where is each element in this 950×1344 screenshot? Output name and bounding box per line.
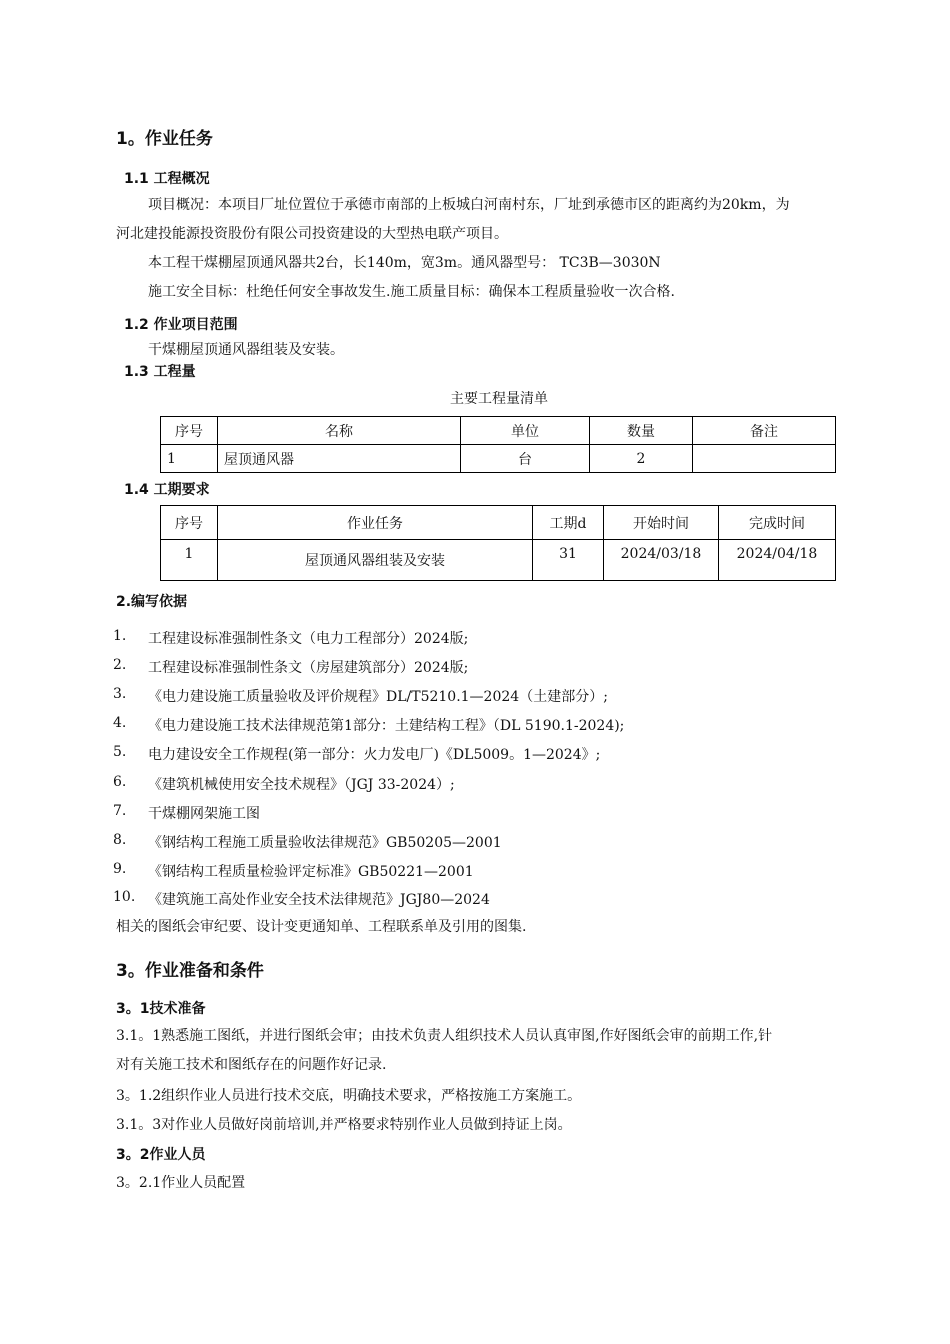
section-3-1-title: 3。1技术准备 <box>116 1001 206 1017</box>
list-item-number: 2. <box>113 657 127 673</box>
schedule-table <box>160 505 836 581</box>
list-item-number: 8. <box>113 832 127 848</box>
table-header-row <box>161 506 836 540</box>
header-cell: 序号 <box>161 417 218 445</box>
table-cell <box>693 445 836 473</box>
list-item-number: 6. <box>113 774 127 790</box>
header-cell: 作业任务 <box>218 506 533 540</box>
table-cell: 1 <box>161 445 218 473</box>
list-item-text: 《建筑施工高处作业安全技术法律规范》JGJ80—2024 <box>148 892 490 908</box>
header-cell: 名称 <box>218 417 461 445</box>
section-1-title: 1。作业任务 <box>116 129 213 149</box>
header-cell: 单位 <box>461 417 590 445</box>
overview-line-1: 项目概况：本项目厂址位置位于承德市南部的上板城白河南村东，厂址到承德市区的距离约为20km，为 <box>148 197 790 213</box>
list-item-number: 4. <box>113 715 127 731</box>
scope-text: 干煤棚屋顶通风器组装及安装。 <box>148 342 344 358</box>
section-1-3-title: 1.3 工程量 <box>124 364 196 380</box>
tech-prep-line-2: 对有关施工技术和图纸存在的问题作好记录. <box>116 1057 387 1073</box>
list-item-text: 《电力建设施工技术法律规范第1部分：土建结构工程》（DL 5190.1-2024); <box>148 718 625 734</box>
ventilator-spec: 本工程干煤棚屋顶通风器共2台，长140m，宽3m。通风器型号： TC3B—3030N <box>148 255 661 271</box>
list-item-text: 干煤棚网架施工图 <box>148 806 260 822</box>
header-cell: 数量 <box>590 417 693 445</box>
list-item-text: 《钢结构工程施工质量验收法律规范》GB50205—2001 <box>148 835 502 851</box>
staffing-item-1: 3。2.1作业人员配置 <box>116 1175 246 1191</box>
table-cell: 1 <box>161 540 218 581</box>
tech-prep-item-2: 3。1.2组织作业人员进行技术交底，明确技术要求，严格按施工方案施工。 <box>116 1088 582 1104</box>
section-3-2-title: 3。2作业人员 <box>116 1147 206 1163</box>
list-item-number: 10. <box>113 889 136 905</box>
list-item-text: 电力建设安全工作规程(第一部分：火力发电厂)《DL5009。1—2024》; <box>148 747 601 763</box>
section-3-title: 3。作业准备和条件 <box>116 961 264 981</box>
list-item-text: 《电力建设施工质量验收及评价规程》DL/T5210.1—2024（土建部分）; <box>148 689 608 705</box>
header-cell: 工期d <box>533 506 604 540</box>
list-item-text: 《钢结构工程质量检验评定标准》GB50221—2001 <box>148 864 474 880</box>
table-row <box>161 445 836 473</box>
overview-line-2: 河北建投能源投资股份有限公司投资建设的大型热电联产项目。 <box>116 226 508 242</box>
table-header-row <box>161 417 836 445</box>
table-cell: 屋顶通风器 <box>218 445 461 473</box>
table-cell: 2024/03/18 <box>604 540 719 581</box>
list-item-text: 《建筑机械使用安全技术规程》（JGJ 33-2024）; <box>148 777 455 793</box>
list-item-text: 工程建设标准强制性条文（房屋建筑部分）2024版; <box>148 660 469 676</box>
quantity-table-caption: 主要工程量清单 <box>450 391 548 407</box>
quantity-table <box>160 416 836 473</box>
list-item-text: 工程建设标准强制性条文（电力工程部分）2024版; <box>148 631 469 647</box>
section-1-2-title: 1.2 作业项目范围 <box>124 317 238 333</box>
tech-prep-line-1: 3.1。1熟悉施工图纸，并进行图纸会审；由技术负责人组织技术人员认真审图,作好图纸会审的前期工作,针 <box>116 1028 773 1044</box>
header-cell: 序号 <box>161 506 218 540</box>
list-item-number: 5. <box>113 744 127 760</box>
references-footer: 相关的图纸会审纪要、设计变更通知单、工程联系单及引用的图集. <box>116 919 527 935</box>
safety-quality-goal: 施工安全目标：杜绝任何安全事故发生.施工质量目标：确保本工程质量验收一次合格. <box>148 284 675 300</box>
list-item-number: 3. <box>113 686 127 702</box>
list-item-number: 7. <box>113 803 127 819</box>
header-cell: 开始时间 <box>604 506 719 540</box>
table-cell: 屋顶通风器组装及安装 <box>218 540 533 581</box>
header-cell: 备注 <box>693 417 836 445</box>
section-2-title: 2.编写依据 <box>116 594 188 610</box>
header-cell: 完成时间 <box>719 506 836 540</box>
tech-prep-item-3: 3.1。3对作业人员做好岗前培训,并严格要求特别作业人员做到持证上岗。 <box>116 1117 572 1133</box>
list-item-number: 1. <box>113 628 127 644</box>
table-row <box>161 540 836 581</box>
table-cell: 2 <box>590 445 693 473</box>
table-cell: 台 <box>461 445 590 473</box>
table-cell: 31 <box>533 540 604 581</box>
section-1-1-title: 1.1 工程概况 <box>124 171 210 187</box>
list-item-number: 9. <box>113 861 127 877</box>
section-1-4-title: 1.4 工期要求 <box>124 482 210 498</box>
table-cell: 2024/04/18 <box>719 540 836 581</box>
